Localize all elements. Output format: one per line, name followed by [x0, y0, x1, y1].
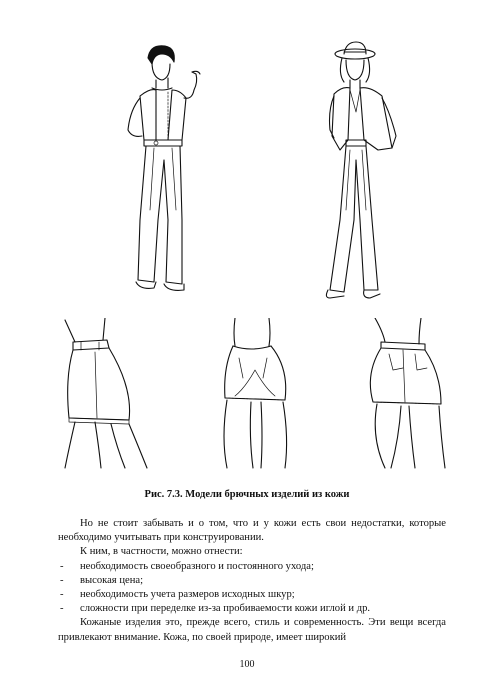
fashion-figure-vest-pants [110, 40, 210, 310]
list-item-text: высокая цена; [80, 574, 144, 586]
paragraph-3: Кожаные изделия это, прежде всего, стиль и современность. Эти вещи всегда привлекают внимание. Кожа, по своей природе, имеет широкий [58, 617, 446, 643]
list-item-text: необходимость учета размеров исходных шкур; [80, 589, 295, 601]
list-item [58, 574, 446, 588]
list-marker: - [60, 603, 64, 615]
paragraph-2: К ним, в частности, можно отнести: [80, 546, 243, 558]
list-marker: - [60, 560, 64, 572]
page-number: 100 [239, 659, 255, 670]
paragraph-1: Но не стоит забывать и о том, что и у кожи есть свои недостатки, которые необходимо учитывать при конструировании. [58, 518, 446, 544]
list-marker: - [60, 589, 64, 601]
body-text [58, 517, 446, 645]
fashion-figure-hat-jacket [300, 40, 410, 310]
shorts-figure-center [205, 318, 305, 478]
list-marker: - [60, 574, 64, 586]
list-item [58, 588, 446, 602]
list-item-text: сложности при переделке из-за пробиваемости кожи иглой и др. [80, 603, 371, 615]
list-item [58, 602, 446, 616]
figure-caption: Рис. 7.3. Модели брючных изделий из кожи [144, 489, 350, 500]
list-item [58, 560, 446, 574]
disadvantages-list [58, 560, 446, 617]
shorts-figure-left [55, 318, 165, 478]
shorts-figure-right [345, 318, 455, 478]
list-item-text: необходимость своеобразного и постоянного ухода; [80, 560, 314, 572]
